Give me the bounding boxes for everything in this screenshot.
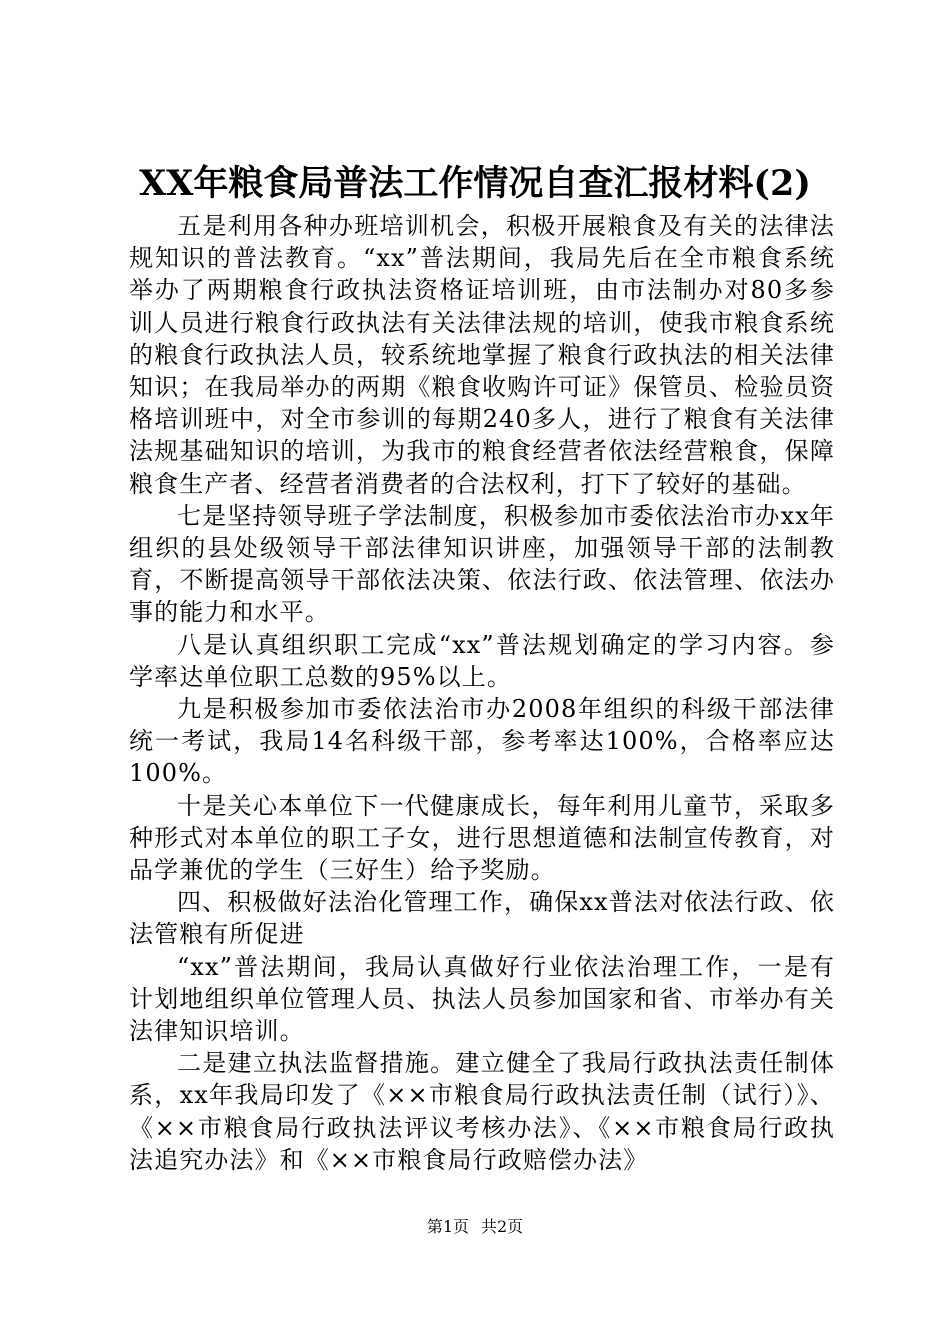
page-footer — [0, 1216, 950, 1238]
paragraph: “xx”普法期间，我局认真做好行业依法治理工作，一是有计划地组织单位管理人员、执法人员参加国家和省、市举办有关法律知识培训。 — [129, 952, 835, 1046]
paragraph: 七是坚持领导班子学法制度，积极参加市委依法治市办xx年组织的县处级领导干部法律知识讲座，加强领导干部的法制教育，不断提高领导干部依法决策、依法行政、依法管理、依法办事的能力和水平。 — [129, 501, 835, 627]
paragraph: 八是认真组织职工完成“xx”普法规划确定的学习内容。参学率达单位职工总数的95%以上。 — [129, 630, 835, 691]
paragraph: 十是关心本单位下一代健康成长，每年利用儿童节，采取多种形式对本单位的职工子女，进行思想道德和法制宣传教育，对品学兼优的学生（三好生）给予奖励。 — [129, 791, 835, 885]
paragraph: 五是利用各种办班培训机会，积极开展粮食及有关的法律法规知识的普法教育。“xx”普法期间，我局先后在全市粮食系统举办了两期粮食行政执法资格证培训班，由市法制办对80多参训人员进行粮食行政执法有关法律法规的培训，使我市粮食系统的粮食行政执法人员，较系统地掌握了粮食行政执法的相关法律知识；在我局举办的两期《粮食收购许可证》保管员、检验员资格培训班中，对全市参训的每期240多人，进行了粮食有关法律法规基础知识的培训，为我市的粮食经营者依法经营粮食，保障粮食生产者、经营者消费者的合法权利，打下了较好的基础。 — [129, 212, 835, 498]
page-total: 共2页 — [481, 1217, 524, 1236]
document-title: XX年粮食局普法工作情况自查汇报材料(2) — [139, 163, 811, 204]
paragraph: 九是积极参加市委依法治市办2008年组织的科级干部法律统一考试，我局14名科级干部，参考率达100%，合格率应达100%。 — [129, 695, 835, 788]
document-body — [129, 210, 835, 1176]
section-heading: 四、积极做好法治化管理工作，确保xx普法对依法行政、依法管粮有所促进 — [129, 888, 835, 949]
page-number: 第1页 — [426, 1217, 469, 1236]
paragraph: 二是建立执法监督措施。建立健全了我局行政执法责任制体系，xx年我局印发了《××市粮食局行政执法责任制（试行）》、《××市粮食局行政执法评议考核办法》、《××市粮食局行政执法追究办法》和《××市粮食局行政赔偿办法》 — [129, 1049, 835, 1174]
